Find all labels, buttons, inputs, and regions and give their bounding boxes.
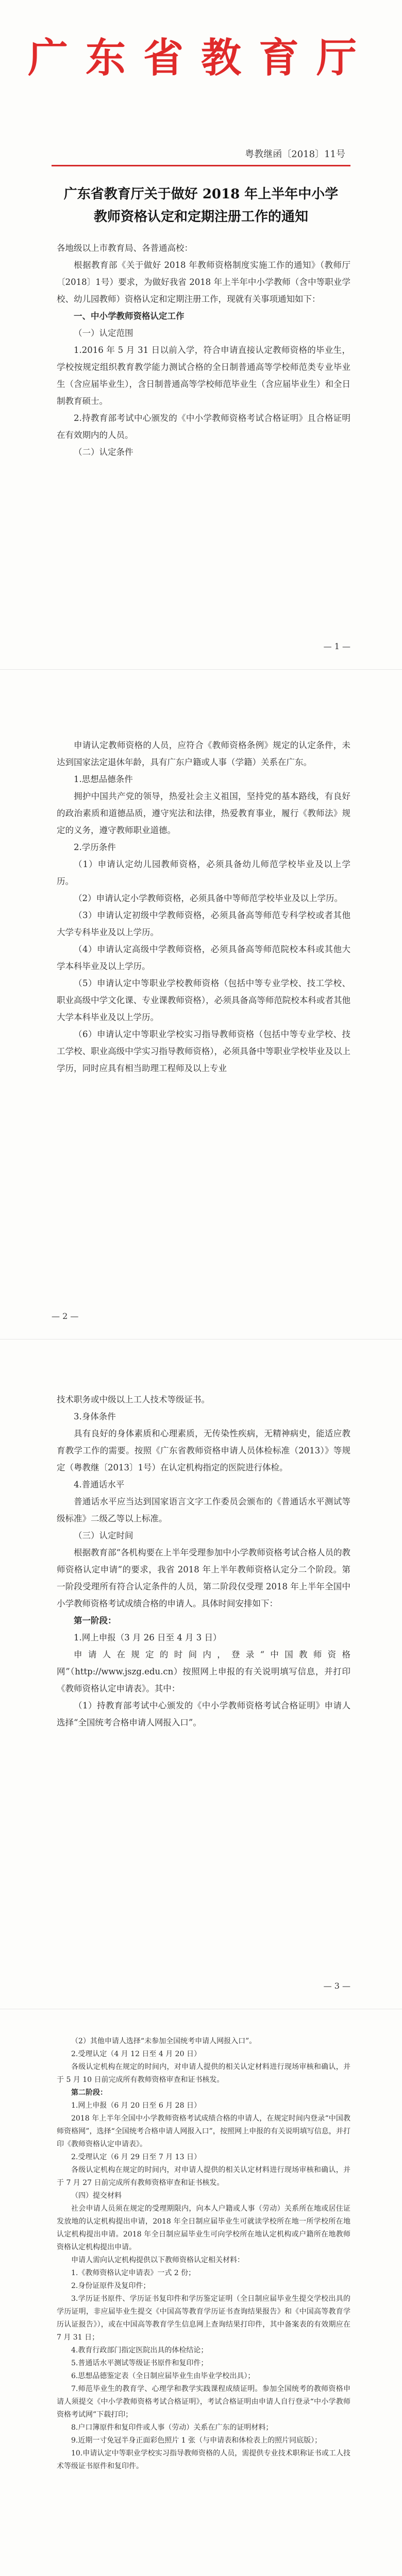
- paragraph: 1.2016 年 5 月 31 日以前入学，符合申请直接认定教师资格的毕业生，学校按规定组织教育教学能力测试合格的全日制普通高等学校师范类专业毕业生（含应届毕业生），含日制普通高等学校师范毕业生（含应届毕业生）和全日制教育硕士。: [57, 345, 350, 406]
- paragraph: 拥护中国共产党的领导，热爱社会主义祖国，坚持党的基本路线，有良好的政治素质和道德品质，遵守宪法和法律，热爱教育事业，履行《教师法》规定的义务，遵守教师职业道德。: [57, 791, 350, 835]
- paragraph: 根据教育部“各机构要在上半年受理参加中小学教师资格考试合格人员的教师资格认定申请”的要求，我省 2018 年上半年教师资格认定分二个阶段。第一阶段受理所有符合认定条件的人员，第二阶段仅受理 2018 年上半年全国中小学教师资格考试成绩合格的申请人。具体时间安排如下：: [57, 1548, 350, 1608]
- paragraph: 技术职务或中级以上工人技术等级证书。: [57, 1395, 210, 1404]
- document-title: [41, 183, 361, 228]
- page-number: — 1 —: [323, 641, 350, 651]
- page-number: — 3 —: [323, 1981, 350, 1991]
- paragraph: 2.受理认定（6 月 29 日至 7 月 13 日）: [71, 2153, 201, 2161]
- paragraph: 8.户口簿原件和复印件或人事（劳动）关系在广东的证明材料；: [71, 2424, 273, 2432]
- paragraph: 2.受理认定（4 月 12 日至 4 月 20 日）: [71, 2050, 201, 2058]
- paragraph: 6.思想品德鉴定表（全日制应届毕业生由毕业学校出具）；: [71, 2372, 255, 2380]
- paragraph: 3.学历证书原件、学历证书复印件和学历鉴定证明（全日制应届毕业生提交学校出具的学历证明，非应届毕业生提交《中国高等教育学历证书查询结果报告》和《中国高等教育学历认证报告》），或在中国高等教育学生信息网上查询结果打印件，其中备案表的有效期应在 7 月 31 日；: [57, 2295, 350, 2342]
- paragraph: 具有良好的身体素质和心理素质，无传染性疾病，无精神病史，能适应教育教学工作的需要。按照《广东省教师资格申请人员体检标准（2013）》等规定（粤教继〔2013〕1号）在认定机构指定的医院进行体检。: [57, 1429, 350, 1472]
- page-number: — 2 —: [52, 1311, 79, 1321]
- paragraph: 10.申请认定中等职业学校实习指导教师资格的人员，需提供专业技术职称证书或工人技术等级证书原件和复印件。: [57, 2449, 350, 2470]
- paragraph: （3）申请认定初级中学教师资格，必须具备高等师范专科学校或者其他大学专科毕业及以上学历。: [57, 910, 350, 937]
- document-page-1: [0, 0, 402, 670]
- paragraph: 申请认定教师资格的人员，应符合《教师资格条例》规定的认定条件，未达到国家法定退休年龄，具有广东户籍或人事（学籍）关系在广东。: [57, 740, 350, 767]
- page-2-body: [57, 737, 350, 1077]
- masthead-title: 广东省教育厅: [27, 35, 374, 81]
- paragraph: 1.思想品德条件: [74, 774, 133, 784]
- page-3-body: [57, 1391, 350, 1731]
- paragraph: （1）申请认定幼儿园教师资格，必须具备幼儿师范学校毕业及以上学历。: [57, 859, 350, 886]
- paragraph: 各级认定机构在规定的时间内，对申请人提供的相关认定材料进行现场审核和确认，并于 7 月 27 日前完成所有教师资格审查和证书核发。: [57, 2166, 350, 2187]
- paragraph: 2.身份证原件及复印件；: [71, 2282, 150, 2290]
- title-line-1: 广东省教育厅关于做好 2018 年上半年中小学: [63, 187, 339, 202]
- paragraph: 4.普通话水平: [74, 1480, 125, 1489]
- paragraph: 1.《教师资格认定申请表》一式 2 份；: [71, 2269, 196, 2277]
- paragraph: 根据教育部《关于做好 2018 年教师资格制度实施工作的通知》（教师厅〔2018〕1号）要求，为做好我省 2018 年上半年中小学教师（含中等职业学校、幼儿园教师）资格认定和定期注册工作，现就有关事项通知如下：: [57, 260, 350, 304]
- paragraph: 9.近期一寸免冠半身正面彩色照片 1 张（与申请表和体检表上的照片同底版）；: [71, 2436, 322, 2445]
- paragraph: 3.身体条件: [74, 1412, 116, 1421]
- paragraph: 普通话水平应当达到国家语言文字工作委员会颁布的《普通话水平测试等级标准》二级乙等以上标准。: [57, 1497, 350, 1523]
- paragraph: （一）认定范围: [74, 328, 133, 338]
- paragraph: 1.网上申报（6 月 20 日至 6 月 28 日）: [71, 2102, 201, 2110]
- paragraph: 2.学历条件: [74, 842, 116, 852]
- paragraph: 申请人在规定的时间内，登录“中国教师资格网”（http://www.jszg.edu.cn）按照网上申报的有关说明填写信息，并打印《教师资格认定申请表》。其中：: [57, 1650, 350, 1693]
- page-1-body: [57, 240, 350, 461]
- paragraph: （2）其他申请人选择“未参加全国统考申请人网报入口”。: [71, 2037, 257, 2045]
- document-number: 粤教继函〔2018〕11号: [245, 149, 345, 160]
- paragraph: （四）提交材料: [71, 2192, 122, 2200]
- document-page-3: [0, 1340, 402, 2009]
- paragraph: 各地级以上市教育局、各普通高校：: [57, 243, 193, 253]
- paragraph: 2.持教育部考试中心颁发的《中小学教师资格考试合格证明》且合格证明在有效期内的人员。: [57, 413, 350, 440]
- red-divider: [52, 165, 350, 166]
- paragraph: 社会申请人员须在规定的受理期限内，向本人户籍或人事（劳动）关系所在地或居住证发放地的认定机构提出申请，2018 年全日制应届毕业生可就读学校所在地一所学校所在地认定机构提出申请。2018 年全日制应届毕业生可向学校所在地认定机构或户籍所在地教师资格认定机构提出申请。: [57, 2205, 350, 2251]
- paragraph: （4）申请认定高级中学教师资格，必须具备高等师范院校本科或其他大学本科毕业及以上学历。: [57, 944, 350, 971]
- paragraph: （二）认定条件: [74, 447, 133, 457]
- paragraph: 5.普通话水平测试等级证书原件和复印件；: [71, 2359, 208, 2367]
- paragraph: （2）申请认定小学教师资格，必须具备中等师范学校毕业及以上学历。: [74, 893, 343, 903]
- paragraph: 2018 年上半年全国中小学教师资格考试成绩合格的申请人，在规定时间内登录“中国教师资格网”，选择“全国统考合格申请人网报入口”，按照网上申报的有关说明填写信息，并打印《教师资格认定申请表》。: [57, 2114, 350, 2148]
- document-page-2: [0, 670, 402, 1340]
- paragraph: 第一阶段：: [74, 1616, 116, 1625]
- paragraph: 4.教育行政部门指定医院出具的体检结论；: [71, 2346, 208, 2354]
- paragraph: （三）认定时间: [74, 1531, 133, 1540]
- paragraph: （1）持教育部考试中心颁发的《中小学教师资格考试合格证明》申请人选择“全国统考合格申请人网报入口”。: [57, 1701, 350, 1727]
- document-page-4: [0, 2009, 402, 2576]
- paragraph: 各级认定机构在规定的时间内，对申请人提供的相关认定材料进行现场审核和确认，并于 5 月 10 日前完成所有教师资格审查和证书核发。: [57, 2063, 350, 2084]
- paragraph: 第二阶段：: [71, 2089, 107, 2097]
- paragraph: 7.师范毕业生的教育学、心理学和教学实践课程成绩证明。参加全国统考的教师资格申请人须提交《中小学教师资格考试合格证明》，考试合格证明由申请人自行登录“中小学教师资格考试网”下载打印；: [57, 2385, 350, 2419]
- paragraph: （5）申请认定中等职业学校教师资格（包括中等专业学校、技工学校、职业高级中学文化课、专业课教师资格），必须具备高等师范院校本科或者其他大学本科毕业及以上学历。: [57, 978, 350, 1022]
- paragraph: 一、中小学教师资格认定工作: [74, 311, 185, 321]
- paragraph: 1.网上申报（3 月 26 日至 4 月 3 日）: [74, 1633, 222, 1642]
- paragraph: 申请人需向认定机构提供以下教师资格认定相关材料：: [71, 2256, 244, 2264]
- title-line-2: 教师资格认定和定期注册工作的通知: [93, 209, 308, 225]
- paragraph: （6）申请认定中等职业学校实习指导教师资格（包括中等专业学校、技工学校、职业高级中学实习指导教师资格），必须具备中等职业学校毕业及以上学历，同时应具有相当助理工程师及以上专业: [57, 1029, 350, 1073]
- page-4-body: [57, 2035, 350, 2473]
